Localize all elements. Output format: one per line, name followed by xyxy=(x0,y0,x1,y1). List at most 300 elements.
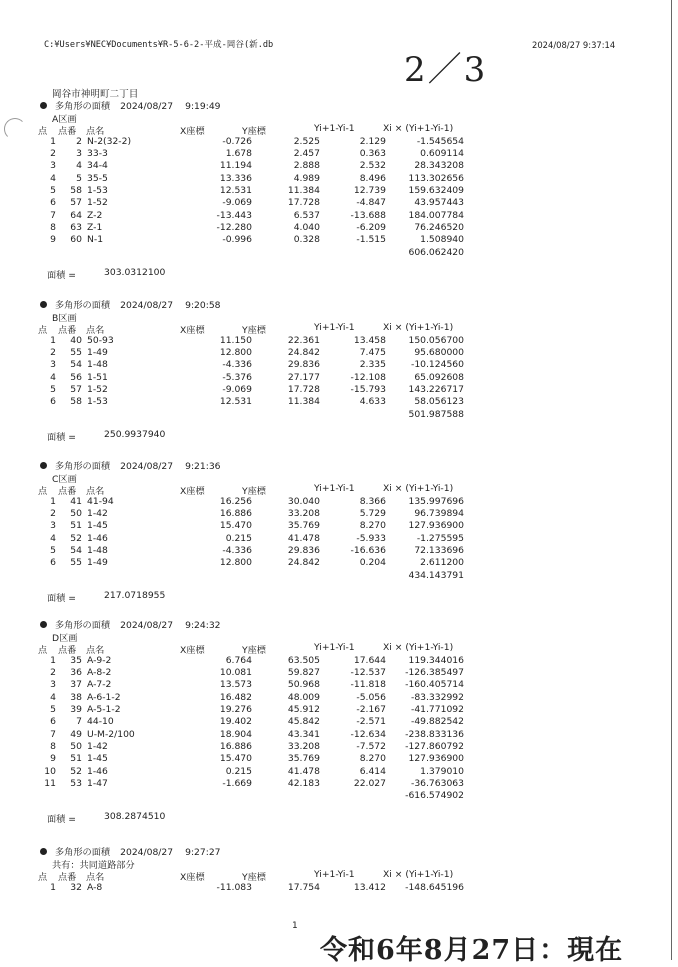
cell-xi: -127.860792 xyxy=(405,740,464,752)
section-title: 多角形の面積 xyxy=(55,300,111,311)
cell-yy: 12.739 xyxy=(353,184,386,196)
cell-no: 38 xyxy=(70,691,82,703)
table-row xyxy=(0,160,678,172)
section-title: 多角形の面積 xyxy=(55,101,111,112)
table-header xyxy=(0,483,678,495)
cell-yy: -4.847 xyxy=(356,197,386,209)
column-header-yy: Yi+1-Yi-1 xyxy=(314,123,355,134)
column-header-pt: 点 xyxy=(38,325,48,336)
cell-yy: 22.027 xyxy=(353,778,386,789)
cell-no: 52 xyxy=(70,532,82,544)
cell-no: 63 xyxy=(70,221,82,233)
cell-name: 1-42 xyxy=(87,507,108,519)
cell-x: 16.886 xyxy=(219,740,252,752)
column-header-no: 点番 xyxy=(58,645,77,656)
cell-pt: 1 xyxy=(50,495,56,507)
table-row xyxy=(0,778,678,790)
cell-pt: 5 xyxy=(50,703,56,715)
table-row xyxy=(0,210,678,222)
table-row xyxy=(0,234,678,246)
table-row xyxy=(0,882,678,894)
column-header-pt: 点 xyxy=(38,126,48,137)
cell-name: A-8-2 xyxy=(87,666,112,678)
column-header-name: 点名 xyxy=(86,486,105,497)
area-label: 面積 = xyxy=(47,813,76,825)
cell-xi: 184.007784 xyxy=(408,209,464,221)
cell-no: 35 xyxy=(70,654,82,666)
section-subtitle: A区画 xyxy=(52,114,77,125)
cell-no: 3 xyxy=(76,147,82,159)
cell-no: 4 xyxy=(76,160,82,172)
cell-pt: 6 xyxy=(50,557,56,569)
cell-x: 19.402 xyxy=(219,716,252,728)
cell-x: 16.256 xyxy=(219,495,252,507)
cell-no: 39 xyxy=(70,703,82,715)
cell-xi: 76.246520 xyxy=(414,221,464,233)
sum-total: 434.143791 xyxy=(408,569,464,581)
handwritten-page-mark: 2／3 xyxy=(404,50,488,90)
table-row xyxy=(0,557,678,569)
cell-x: 15.470 xyxy=(219,520,252,532)
table-row xyxy=(0,396,678,408)
cell-pt: 4 xyxy=(50,532,56,544)
cell-xi: 119.344016 xyxy=(408,654,464,666)
cell-yy: 8.366 xyxy=(359,495,386,507)
cell-name: 1-47 xyxy=(87,778,108,789)
cell-xi: -148.645196 xyxy=(405,881,464,893)
cell-no: 51 xyxy=(70,753,82,765)
cell-y: 22.361 xyxy=(287,334,320,346)
cell-yy: -7.572 xyxy=(356,740,386,752)
cell-name: A-6-1-2 xyxy=(87,691,121,703)
cell-name: 1-45 xyxy=(87,520,108,532)
column-header-y: Y座標 xyxy=(242,126,266,137)
cell-name: 1-53 xyxy=(87,396,108,408)
cell-no: 52 xyxy=(70,765,82,777)
column-header-x: X座標 xyxy=(180,645,205,656)
cell-yy: -5.933 xyxy=(356,532,386,544)
cell-yy: 17.644 xyxy=(353,654,386,666)
cell-pt: 9 xyxy=(50,234,56,246)
cell-pt: 6 xyxy=(50,716,56,728)
section-time: 9:20:58 xyxy=(185,300,221,311)
cell-name: Z-1 xyxy=(87,221,103,233)
cell-x: -13.443 xyxy=(216,209,252,221)
cell-y: 4.989 xyxy=(293,172,320,184)
cell-no: 53 xyxy=(70,778,82,789)
cell-y: 4.040 xyxy=(293,221,320,233)
cell-xi: 159.632409 xyxy=(408,184,464,196)
cell-xi: -160.405714 xyxy=(405,679,464,691)
cell-xi: -126.385497 xyxy=(405,666,464,678)
cell-no: 55 xyxy=(70,557,82,569)
cell-xi: 0.609114 xyxy=(420,147,464,159)
cell-x: 12.800 xyxy=(219,557,252,569)
cell-yy: -2.167 xyxy=(356,703,386,715)
cell-xi: 2.611200 xyxy=(420,557,464,569)
cell-yy: 8.496 xyxy=(359,172,386,184)
area-label: 面積 = xyxy=(47,270,76,281)
cell-pt: 8 xyxy=(50,740,56,752)
bullet-icon xyxy=(40,301,47,308)
cell-y: 24.842 xyxy=(287,346,320,358)
cell-name: 1-48 xyxy=(87,359,108,371)
cell-y: 41.478 xyxy=(287,765,320,777)
section-time: 9:27:27 xyxy=(185,847,221,858)
cell-name: 1-51 xyxy=(87,371,108,383)
cell-pt: 7 xyxy=(50,728,56,740)
cell-xi: 96.739894 xyxy=(414,507,464,519)
cell-name: 1-49 xyxy=(87,557,108,569)
cell-pt: 1 xyxy=(50,881,56,893)
cell-x: -9.069 xyxy=(222,383,252,395)
cell-xi: 1.508940 xyxy=(420,234,464,246)
table-row xyxy=(0,679,678,691)
cell-x: 12.800 xyxy=(219,346,252,358)
cell-yy: -16.636 xyxy=(350,544,386,556)
section-subtitle: 共有：共同道路部分 xyxy=(52,860,135,871)
cell-yy: 8.270 xyxy=(359,753,386,765)
column-header-yy: Yi+1-Yi-1 xyxy=(314,869,355,880)
cell-pt: 2 xyxy=(50,507,56,519)
cell-pt: 3 xyxy=(50,679,56,691)
section-date: 2024/08/27 xyxy=(120,847,174,858)
cell-name: 1-42 xyxy=(87,740,108,752)
cell-y: 29.836 xyxy=(287,544,320,556)
table-row xyxy=(0,741,678,753)
cell-x: 18.904 xyxy=(219,728,252,740)
table-row xyxy=(0,173,678,185)
cell-pt: 5 xyxy=(50,383,56,395)
table-row xyxy=(0,716,678,728)
cell-name: N-1 xyxy=(87,234,104,246)
section-time: 9:21:36 xyxy=(185,461,221,472)
cell-yy: 7.475 xyxy=(359,346,386,358)
cell-x: 15.470 xyxy=(219,753,252,765)
cell-name: A-5-1-2 xyxy=(87,703,121,715)
cell-no: 40 xyxy=(70,334,82,346)
cell-yy: 13.458 xyxy=(353,334,386,346)
cell-no: 54 xyxy=(70,544,82,556)
column-header-yy: Yi+1-Yi-1 xyxy=(314,483,355,494)
column-header-x: X座標 xyxy=(180,486,205,497)
cell-y: 59.827 xyxy=(287,666,320,678)
column-header-no: 点番 xyxy=(58,126,77,137)
column-header-x: X座標 xyxy=(180,126,205,137)
cell-x: 19.276 xyxy=(219,703,252,715)
cell-y: 17.728 xyxy=(287,197,320,209)
section-title: 多角形の面積 xyxy=(55,620,111,631)
cell-no: 7 xyxy=(76,716,82,728)
cell-pt: 2 xyxy=(50,346,56,358)
cell-x: -0.996 xyxy=(222,234,252,246)
cell-x: 13.573 xyxy=(219,679,252,691)
table-row xyxy=(0,704,678,716)
cell-y: 41.478 xyxy=(287,532,320,544)
cell-xi: -1.545654 xyxy=(416,135,464,147)
column-header-y: Y座標 xyxy=(242,486,266,497)
cell-yy: 4.633 xyxy=(359,396,386,408)
cell-name: 50-93 xyxy=(87,334,114,346)
cell-yy: 13.412 xyxy=(353,881,386,893)
cell-pt: 2 xyxy=(50,666,56,678)
cell-no: 56 xyxy=(70,371,82,383)
cell-no: 37 xyxy=(70,679,82,691)
cell-y: 2.888 xyxy=(293,160,320,172)
cell-yy: 2.335 xyxy=(359,359,386,371)
cell-y: 6.537 xyxy=(293,209,320,221)
column-header-name: 点名 xyxy=(86,126,105,137)
cell-name: U-M-2/100 xyxy=(87,728,135,740)
table-row xyxy=(0,335,678,347)
cell-pt: 3 xyxy=(50,160,56,172)
table-header xyxy=(0,123,678,135)
table-header xyxy=(0,869,678,881)
cell-pt: 4 xyxy=(50,691,56,703)
cell-yy: -2.571 xyxy=(356,716,386,728)
cell-x: 6.764 xyxy=(225,654,252,666)
column-header-xi: Xi × (Yi+1-Yi-1) xyxy=(383,869,454,880)
cell-xi: -49.882542 xyxy=(411,716,464,728)
column-header-no: 点番 xyxy=(58,486,77,497)
table-row xyxy=(0,533,678,545)
cell-no: 58 xyxy=(70,396,82,408)
table-row xyxy=(0,753,678,765)
table-row xyxy=(0,148,678,160)
cell-name: 1-48 xyxy=(87,544,108,556)
cell-pt: 1 xyxy=(50,654,56,666)
table-row xyxy=(0,136,678,148)
cell-y: 24.842 xyxy=(287,557,320,569)
cell-name: 33-3 xyxy=(87,147,108,159)
cell-no: 57 xyxy=(70,197,82,209)
cell-no: 36 xyxy=(70,666,82,678)
cell-yy: -15.793 xyxy=(350,383,386,395)
cell-xi: 65.092608 xyxy=(414,371,464,383)
cell-no: 58 xyxy=(70,184,82,196)
cell-yy: 6.414 xyxy=(359,765,386,777)
cell-yy: -12.108 xyxy=(350,371,386,383)
cell-name: A-9-2 xyxy=(87,654,112,666)
cell-pt: 6 xyxy=(50,197,56,209)
cell-yy: -13.688 xyxy=(350,209,386,221)
cell-x: 10.081 xyxy=(219,666,252,678)
cell-pt: 3 xyxy=(50,520,56,532)
table-row xyxy=(0,508,678,520)
cell-no: 2 xyxy=(76,135,82,147)
cell-x: 11.150 xyxy=(219,334,252,346)
bullet-icon xyxy=(40,848,47,855)
cell-yy: 0.363 xyxy=(359,147,386,159)
column-header-pt: 点 xyxy=(38,872,48,883)
column-header-y: Y座標 xyxy=(242,645,266,656)
column-header-name: 点名 xyxy=(86,325,105,336)
cell-y: 35.769 xyxy=(287,520,320,532)
cell-name: 1-46 xyxy=(87,532,108,544)
cell-x: 1.678 xyxy=(225,147,252,159)
section-subtitle: B区画 xyxy=(52,313,77,324)
sum-total: 606.062420 xyxy=(408,246,464,258)
cell-yy: 8.270 xyxy=(359,520,386,532)
column-header-name: 点名 xyxy=(86,645,105,656)
cell-x: 16.482 xyxy=(219,691,252,703)
column-header-x: X座標 xyxy=(180,325,205,336)
sum-total: 501.987588 xyxy=(408,408,464,420)
cell-y: 2.525 xyxy=(293,135,320,147)
table-row xyxy=(0,667,678,679)
cell-xi: 113.302656 xyxy=(408,172,464,184)
cell-x: 12.531 xyxy=(219,396,252,408)
cell-no: 64 xyxy=(70,209,82,221)
table-row xyxy=(0,222,678,234)
cell-pt: 9 xyxy=(50,753,56,765)
cell-name: 44-10 xyxy=(87,716,114,728)
cell-name: N-2(32-2) xyxy=(87,135,132,147)
cell-no: 51 xyxy=(70,520,82,532)
cell-xi: -10.124560 xyxy=(411,359,464,371)
section-subtitle: D区画 xyxy=(52,633,78,644)
cell-pt: 8 xyxy=(50,221,56,233)
cell-pt: 5 xyxy=(50,544,56,556)
table-row xyxy=(0,520,678,532)
page-number: 1 xyxy=(292,921,298,931)
area-label: 面積 = xyxy=(47,431,76,443)
table-row xyxy=(0,692,678,704)
cell-xi: 28.343208 xyxy=(414,160,464,172)
cell-xi: 1.379010 xyxy=(420,765,464,777)
cell-yy: -12.634 xyxy=(350,728,386,740)
cell-y: 42.183 xyxy=(287,778,320,789)
cell-no: 57 xyxy=(70,383,82,395)
area-value: 303.0312100 xyxy=(104,267,166,278)
cell-no: 54 xyxy=(70,359,82,371)
column-header-yy: Yi+1-Yi-1 xyxy=(314,322,355,333)
cell-x: -1.669 xyxy=(222,778,252,789)
table-row xyxy=(0,197,678,209)
cell-xi: 127.936900 xyxy=(408,520,464,532)
cell-xi: -238.833136 xyxy=(405,728,464,740)
cell-yy: -6.209 xyxy=(356,221,386,233)
cell-xi: -41.771092 xyxy=(411,703,464,715)
cell-y: 17.754 xyxy=(287,881,320,893)
cell-xi: 43.957443 xyxy=(414,197,464,209)
cell-pt: 2 xyxy=(50,147,56,159)
cell-x: 0.215 xyxy=(225,765,252,777)
cell-no: 50 xyxy=(70,740,82,752)
cell-name: 41-94 xyxy=(87,495,114,507)
cell-y: 17.728 xyxy=(287,383,320,395)
section-date: 2024/08/27 xyxy=(120,620,174,631)
cell-y: 63.505 xyxy=(287,654,320,666)
cell-y: 29.836 xyxy=(287,359,320,371)
section-heading xyxy=(40,297,221,311)
cell-pt: 3 xyxy=(50,359,56,371)
cell-pt: 7 xyxy=(50,209,56,221)
date-stamp: 令和6年8月27日：現在 xyxy=(320,935,624,966)
bullet-icon xyxy=(40,102,47,109)
table-row xyxy=(0,545,678,557)
cell-name: 35-5 xyxy=(87,172,108,184)
cell-y: 33.208 xyxy=(287,507,320,519)
table-row xyxy=(0,729,678,741)
cell-pt: 4 xyxy=(50,371,56,383)
cell-yy: -12.537 xyxy=(350,666,386,678)
column-header-y: Y座標 xyxy=(242,325,266,336)
column-header-xi: Xi × (Yi+1-Yi-1) xyxy=(383,123,454,134)
table-row xyxy=(0,655,678,667)
cell-no: 49 xyxy=(70,728,82,740)
table-row xyxy=(0,372,678,384)
section-heading xyxy=(40,844,221,858)
cell-yy: -11.818 xyxy=(350,679,386,691)
section-heading xyxy=(40,617,221,631)
column-header-pt: 点 xyxy=(38,645,48,656)
cell-x: 16.886 xyxy=(219,507,252,519)
bullet-icon xyxy=(40,621,47,628)
cell-xi: 150.056700 xyxy=(408,334,464,346)
cell-y: 30.040 xyxy=(287,495,320,507)
cell-xi: 143.226717 xyxy=(408,383,464,395)
cell-name: A-7-2 xyxy=(87,679,112,691)
cell-x: -11.083 xyxy=(216,881,252,893)
cell-xi: 58.056123 xyxy=(414,396,464,408)
cell-no: 5 xyxy=(76,172,82,184)
cell-pt: 1 xyxy=(50,334,56,346)
table-header xyxy=(0,642,678,654)
cell-x: 13.336 xyxy=(219,172,252,184)
cell-name: Z-2 xyxy=(87,209,103,221)
cell-y: 27.177 xyxy=(287,371,320,383)
table-row xyxy=(0,185,678,197)
cell-xi: 135.997696 xyxy=(408,495,464,507)
column-header-xi: Xi × (Yi+1-Yi-1) xyxy=(383,642,454,653)
cell-x: 12.531 xyxy=(219,184,252,196)
column-header-x: X座標 xyxy=(180,872,205,883)
cell-yy: -5.056 xyxy=(356,691,386,703)
cell-x: 11.194 xyxy=(219,160,252,172)
cell-xi: -36.763063 xyxy=(411,778,464,789)
section-heading xyxy=(40,458,221,472)
cell-xi: -1.275595 xyxy=(416,532,464,544)
column-header-no: 点番 xyxy=(58,872,77,883)
cell-x: -12.280 xyxy=(216,221,252,233)
cell-yy: 5.729 xyxy=(359,507,386,519)
sum-total: -616.574902 xyxy=(405,790,464,802)
cell-y: 33.208 xyxy=(287,740,320,752)
area-label: 面積 = xyxy=(47,592,76,604)
area-value: 250.9937940 xyxy=(104,428,166,440)
section-time: 9:19:49 xyxy=(185,101,221,112)
cell-name: A-8 xyxy=(87,881,103,893)
cell-pt: 1 xyxy=(50,135,56,147)
cell-no: 41 xyxy=(70,495,82,507)
cell-pt: 10 xyxy=(44,765,56,777)
cell-name: 34-4 xyxy=(87,160,108,172)
cell-y: 35.769 xyxy=(287,753,320,765)
cell-xi: 95.680000 xyxy=(414,346,464,358)
file-path: C:¥Users¥NEC¥Documents¥R-5-6-2-平成-岡谷(新.db xyxy=(44,40,274,50)
cell-y: 45.842 xyxy=(287,716,320,728)
column-header-xi: Xi × (Yi+1-Yi-1) xyxy=(383,322,454,333)
column-header-no: 点番 xyxy=(58,325,77,336)
cell-no: 60 xyxy=(70,234,82,246)
cell-pt: 4 xyxy=(50,172,56,184)
cell-x: 0.215 xyxy=(225,532,252,544)
cell-name: 1-52 xyxy=(87,197,108,209)
section-heading xyxy=(40,98,221,112)
cell-y: 50.968 xyxy=(287,679,320,691)
section-date: 2024/08/27 xyxy=(120,101,174,112)
